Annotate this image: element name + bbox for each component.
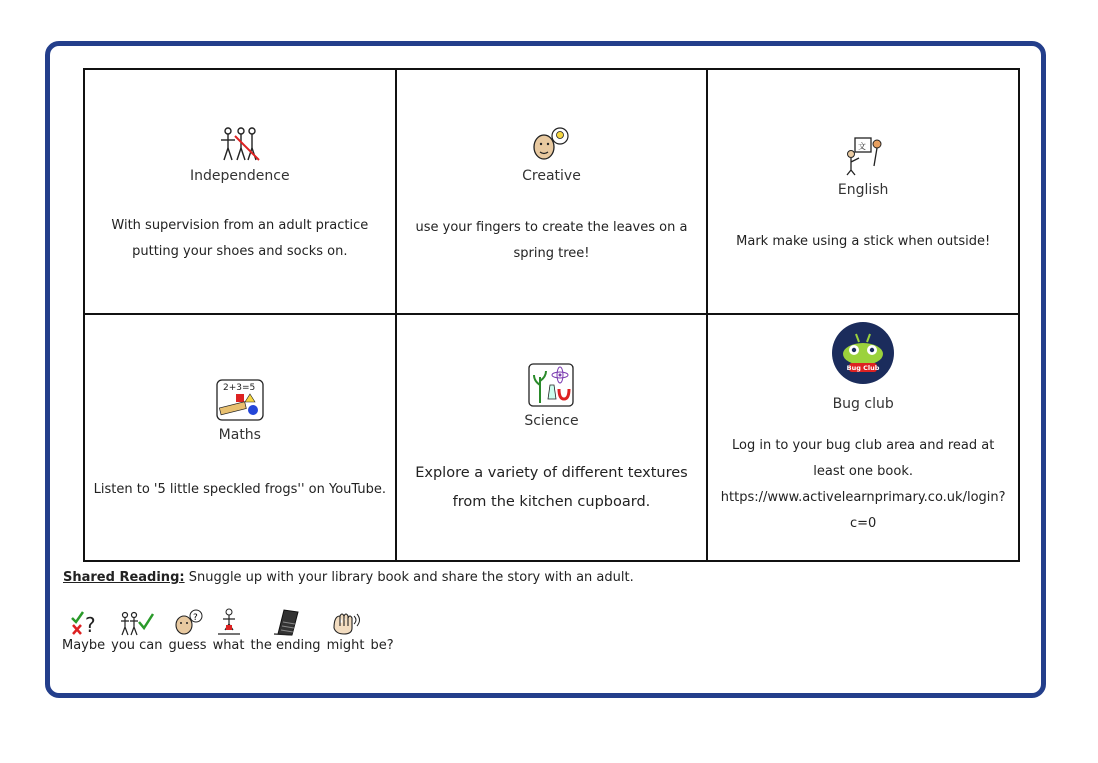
cell-english	[707, 69, 1019, 314]
shared-reading-text: Snuggle up with your library book and share the story with an adult.	[184, 570, 634, 585]
science-icon	[528, 363, 574, 407]
svg-text:Bug Club: Bug Club	[846, 364, 880, 372]
cell-independence	[84, 69, 396, 314]
book-icon	[272, 608, 300, 636]
symbol-sentence	[62, 608, 394, 653]
symbol-word: ? guess	[169, 608, 207, 653]
svg-text:?: ?	[84, 613, 96, 636]
person-question-icon	[216, 608, 242, 636]
maths-icon	[216, 379, 264, 421]
thinking-head-icon	[173, 608, 203, 636]
hand-maybe-icon	[330, 608, 362, 636]
symbol-word: ? Maybe	[62, 608, 105, 653]
symbol-word: the ending	[251, 608, 321, 653]
blank-symbol	[371, 608, 393, 636]
cell-bug-club	[707, 314, 1019, 561]
independence-icon	[219, 126, 261, 162]
cell-maths	[84, 314, 396, 561]
cell-title: English	[837, 182, 889, 198]
cell-title: Bug club	[832, 396, 894, 412]
cell-text: Explore a variety of different textures from the kitchen cupboard.	[415, 465, 688, 510]
bug-club-logo	[832, 322, 894, 384]
bug-club-link[interactable]: https://www.activelearnprimary.co.uk/login?c=0	[720, 490, 1006, 531]
symbol-word: what	[213, 608, 245, 653]
cell-text: Listen to '5 little speckled frogs'' on YouTube.	[93, 482, 386, 497]
english-icon	[841, 136, 885, 176]
cell-text: use your fingers to create the leaves on a spring tree!	[415, 220, 688, 261]
cell-text: Mark make using a stick when outside!	[736, 234, 991, 249]
bug-club-instruction: Log in to your bug club area and read at least one book.	[731, 438, 995, 479]
cell-title: Creative	[522, 168, 581, 184]
svg-text:?: ?	[192, 613, 198, 623]
cell-title: Science	[524, 413, 579, 429]
svg-text:2+3=5: 2+3=5	[222, 383, 256, 393]
people-tick-icon	[119, 608, 155, 636]
cell-title: Maths	[218, 427, 261, 443]
cell-text	[716, 433, 1010, 537]
shared-reading-label: Shared Reading:	[63, 570, 185, 585]
symbol-word: might	[327, 608, 365, 653]
cell-text: With supervision from an adult practice putting your shoes and socks on.	[111, 218, 369, 259]
creative-thinking-icon	[528, 126, 574, 162]
symbol-word: you can	[111, 608, 162, 653]
shared-reading	[63, 570, 634, 585]
cell-creative	[396, 69, 708, 314]
activity-grid	[83, 68, 1020, 562]
svg-text:文: 文	[858, 142, 867, 151]
symbol-word: be?	[370, 608, 393, 653]
question-tick-icon	[69, 608, 99, 636]
cell-science	[396, 314, 708, 561]
cell-title: Independence	[190, 168, 290, 184]
